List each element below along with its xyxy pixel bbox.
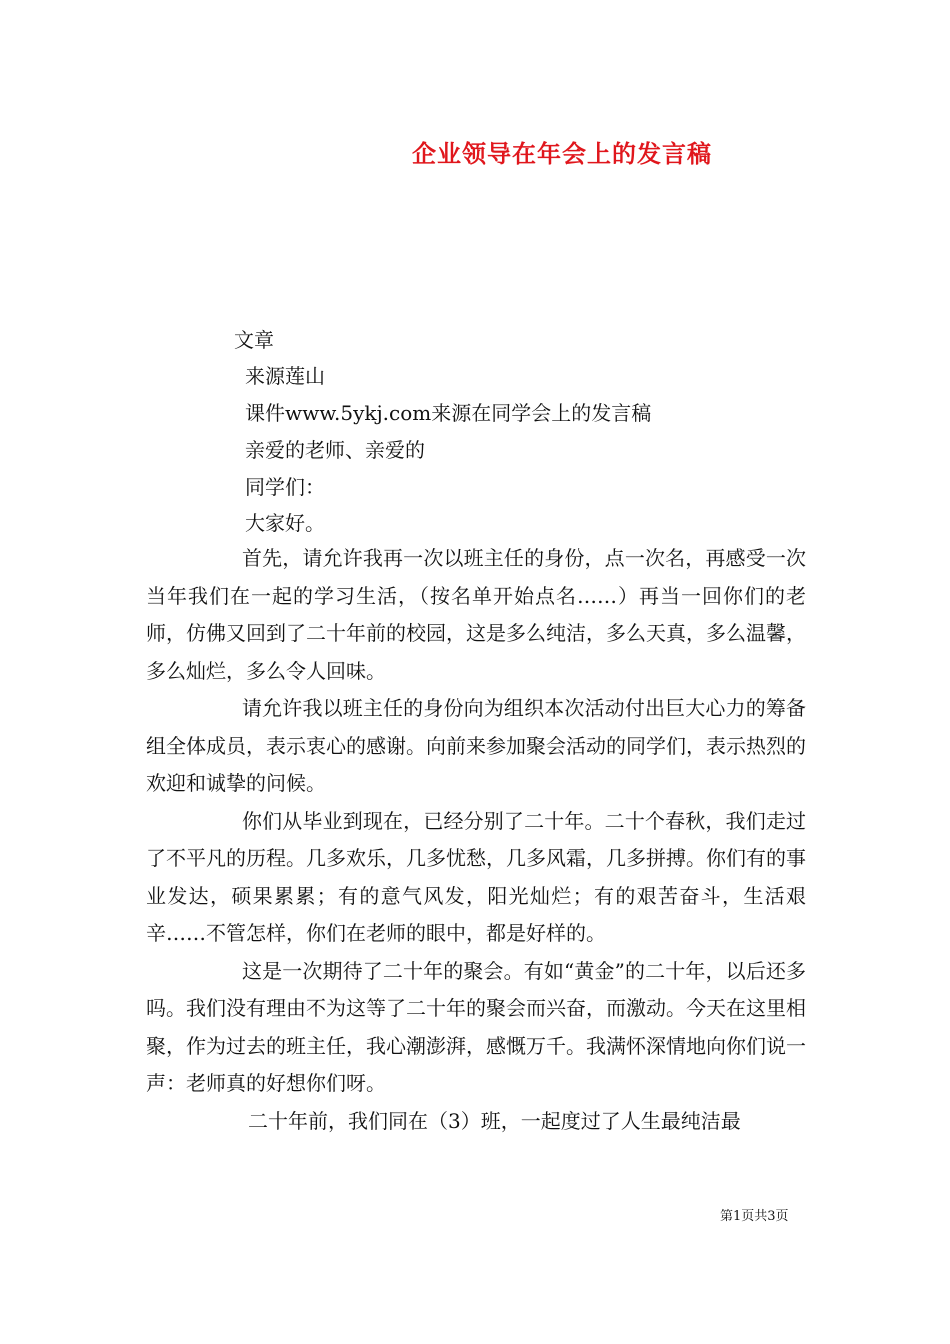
speech-paragraph-2: 请允许我以班主任的身份向为组织本次活动付出巨大心力的筹备组全体成员，表示衷心的感谢。向前来参加聚会活动的同学们，表示热烈的欢迎和诚挚的问候。: [146, 696, 806, 795]
header-line-source: 来源莲山: [245, 364, 325, 388]
salutation-line: 亲爱的老师、亲爱的: [245, 438, 425, 462]
document-title: 企业领导在年会上的发言稿: [412, 140, 712, 168]
speech-paragraph-3: 你们从毕业到现在，已经分别了二十年。二十个春秋，我们走过了不平凡的历程。几多欢乐，几多忧愁，几多风霜，几多拼搏。你们有的事业发达，硕果累累；有的意气风发，阳光灿烂；有的艰苦奋斗，生活艰辛……不管怎样，你们在老师的眼中，都是好样的。: [146, 808, 806, 945]
salutation-line-classmates: 同学们：: [245, 475, 325, 499]
header-line-courseware: 课件www.5ykj.com来源在同学会上的发言稿: [245, 401, 652, 425]
speech-body: [146, 540, 806, 1140]
greeting-line: 大家好。: [245, 511, 325, 535]
speech-paragraph-1: 首先，请允许我再一次以班主任的身份，点一次名，再感受一次当年我们在一起的学习生活，（按名单开始点名……）再当一回你们的老师，仿佛又回到了二十年前的校园，这是多么纯洁，多么天真，多么温馨，多么灿烂，多么令人回味。: [146, 546, 806, 683]
speech-paragraph-4: 这是一次期待了二十年的聚会。有如“黄金”的二十年，以后还多吗。我们没有理由不为这等了二十年的聚会而兴奋，而激动。今天在这里相聚，作为过去的班主任，我心潮澎湃，感慨万千。我满怀深情地向你们说一声：老师真的好想你们呀。: [146, 958, 806, 1095]
speech-paragraph-5: 二十年前，我们同在（3）班，一起度过了人生最纯洁最: [248, 1108, 741, 1133]
header-line-article: 文章: [234, 328, 274, 352]
page-number: 第1页共3页: [720, 1209, 789, 1224]
